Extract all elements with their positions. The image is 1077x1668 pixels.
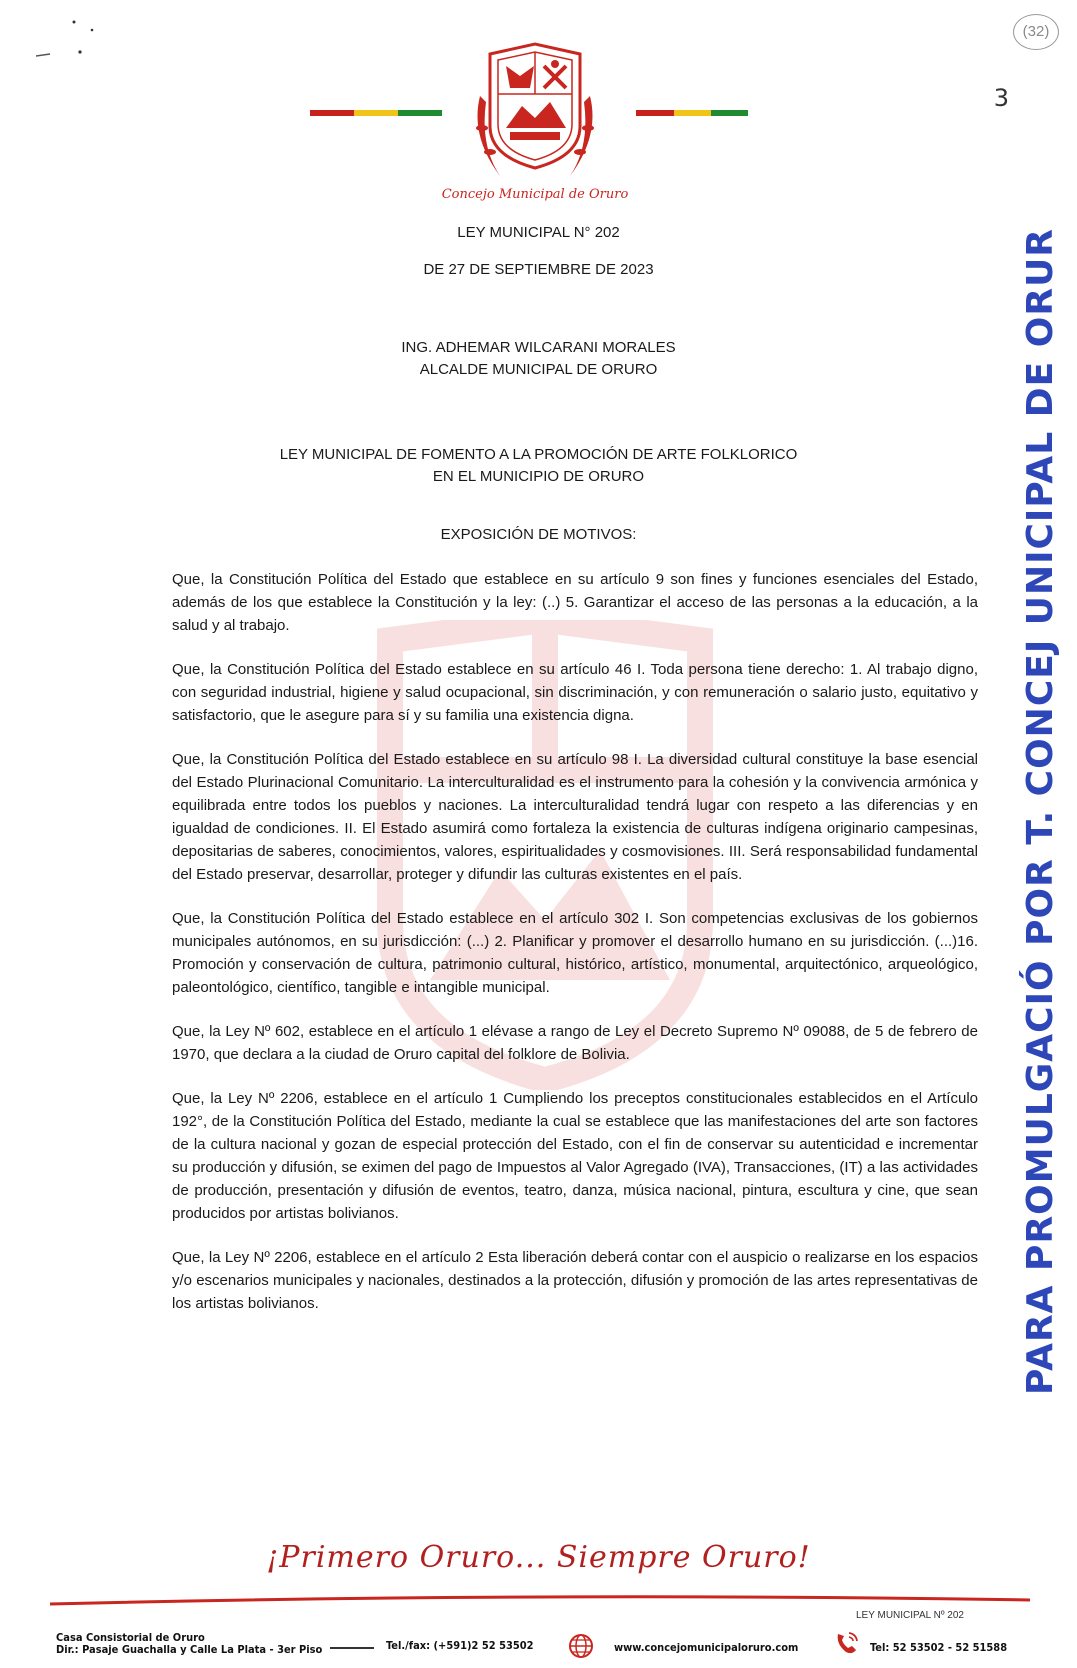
scan-specks [36,18,116,68]
paragraph: Que, la Constitución Política del Estado establece en el artículo 302 I. Son competencias exclusivas de los gobiernos municipales autónomos, en su jurisdicción: (...) 2. Planificar y promover el desarrollo humano en su jurisdicción. (...)16. Promoción y conservación de cultura, patrimonio cultural, histórico, artístico, monumental, arquitectónico, arqueológico, paleontológico, científico, tangible e intangible municipal. [172,910,978,996]
section-heading: EXPOSICIÓN DE MOTIVOS: [440,526,637,543]
footer-law-ref: LEY MUNICIPAL Nº 202 [856,1610,964,1621]
authority-name: ING. ADHEMAR WILCARANI MORALES [401,339,676,356]
flag-bar-left [310,110,442,116]
footer-slogan: ¡Primero Oruro... Siempre Oruro! [266,1540,811,1575]
paragraph: Que, la Constitución Política del Estado que establece en su artículo 9 son fines y funciones esenciales del Estado, además de los que establece la Constitución y la ley: (..) 5. Garantizar el acceso de las personas a la educación, a la salud y al trabajo. [172,571,978,634]
paragraph: Que, la Constitución Política del Estado establece en su artículo 46 I. Toda persona tiene derecho: 1. Al trabajo digno, con seguridad industrial, higiene y salud ocupacional, sin discriminación, y con remuneración o salario justo, equitativo y satisfactorio, que le asegure para sí y su familia una existencia digna. [172,661,978,724]
address-line-2: Dir.: Pasaje Guachalla y Calle La Plata - 3er Piso [56,1643,323,1656]
authority-title: ALCALDE MUNICIPAL DE ORURO [419,361,658,378]
footer-dash [330,1647,374,1649]
promulgation-stamp: PARA PROMULGACIÓ POR T. CONCEJ UNICIPAL DE ORUR [1020,227,1061,1395]
paragraph: Que, la Ley Nº 602, establece en el artículo 1 elévase a rango de Ley el Decreto Supremo Nº 09088, de 5 de febrero de 1970, que declara a la ciudad de Oruro capital del folklore de Bolivia. [172,1023,978,1063]
globe-icon [566,1631,596,1661]
paragraph: Que, la Ley Nº 2206, establece en el artículo 2 Esta liberación deberá contar con el auspicio o realizarse en los espacios y/o escenarios municipales y nacionales, destinados a la protección, difusión y promoción de las artes representativas de los artistas bolivianos. [172,1249,978,1312]
footer-phones: Tel: 52 53502 - 52 51588 [870,1641,1008,1654]
footer-telfax: Tel./fax: (+591)2 52 53502 [386,1639,534,1652]
flag-bar-right [636,110,748,116]
seal-text: Concejo Municipal de Oruro [441,187,629,202]
paragraph: Que, la Ley Nº 2206, establece en el artículo 1 Cumpliendo los preceptos constitucionales establecidos en el Artículo 192°, de la Constitución Política del Estado, mediante la cual se establece que las manifestaciones del arte son factores de la cultura nacional y gozan de especial protección del Estado, con el fin de conservar su autenticidad e incrementar su producción y difusión, se eximen del pago de Impuestos al Valor Agregado (IVA), Transacciones, (IT) a las actividades de producción, presentación y difusión de eventos, teatro, danza, música nacional, pintura, escultura y cine, que sean producidos por artistas bolivianos. [172,1090,978,1222]
law-title-line-1: LEY MUNICIPAL DE FOMENTO A LA PROMOCIÓN DE ARTE FOLKLORICO [279,446,798,463]
law-date: DE 27 DE SEPTIEMBRE DE 2023 [423,261,654,278]
address-line-1: Casa Consistorial de Oruro [56,1631,205,1644]
law-title-line-2: EN EL MUNICIPIO DE ORURO [432,468,645,485]
footer-address [56,1632,322,1656]
footer-red-rule [50,1590,1030,1612]
page-number: 3 [993,84,1009,112]
paragraph: Que, la Constitución Política del Estado establece en su artículo 98 I. La diversidad cultural constituye la base esencial del Estado Plurinacional Comunitario. La interculturalidad es el instrumento para la cohesión y la convivencia armónica y equilibrada entre todos los pueblos y naciones. La interculturalidad tendrá lugar con respeto a las diferencias y en igualdad de condiciones. II. El Estado asumirá como fortaleza la existencia de culturas indígena originario campesinas, depositarias de saberes, conocimientos, valores, espiritualidades y cosmovisiones. III. Será responsabilidad fundamental del Estado preservar, desarrollar, proteger y difundir las culturas existentes en el país. [172,751,978,883]
law-number: LEY MUNICIPAL N° 202 [457,224,620,241]
footer-website[interactable]: www.concejomunicipaloruro.com [614,1641,799,1654]
body-text [172,568,978,1336]
concejo-seal-logo [440,36,630,206]
phone-icon [832,1628,862,1658]
corner-folio-mark: (32) [1013,14,1059,50]
